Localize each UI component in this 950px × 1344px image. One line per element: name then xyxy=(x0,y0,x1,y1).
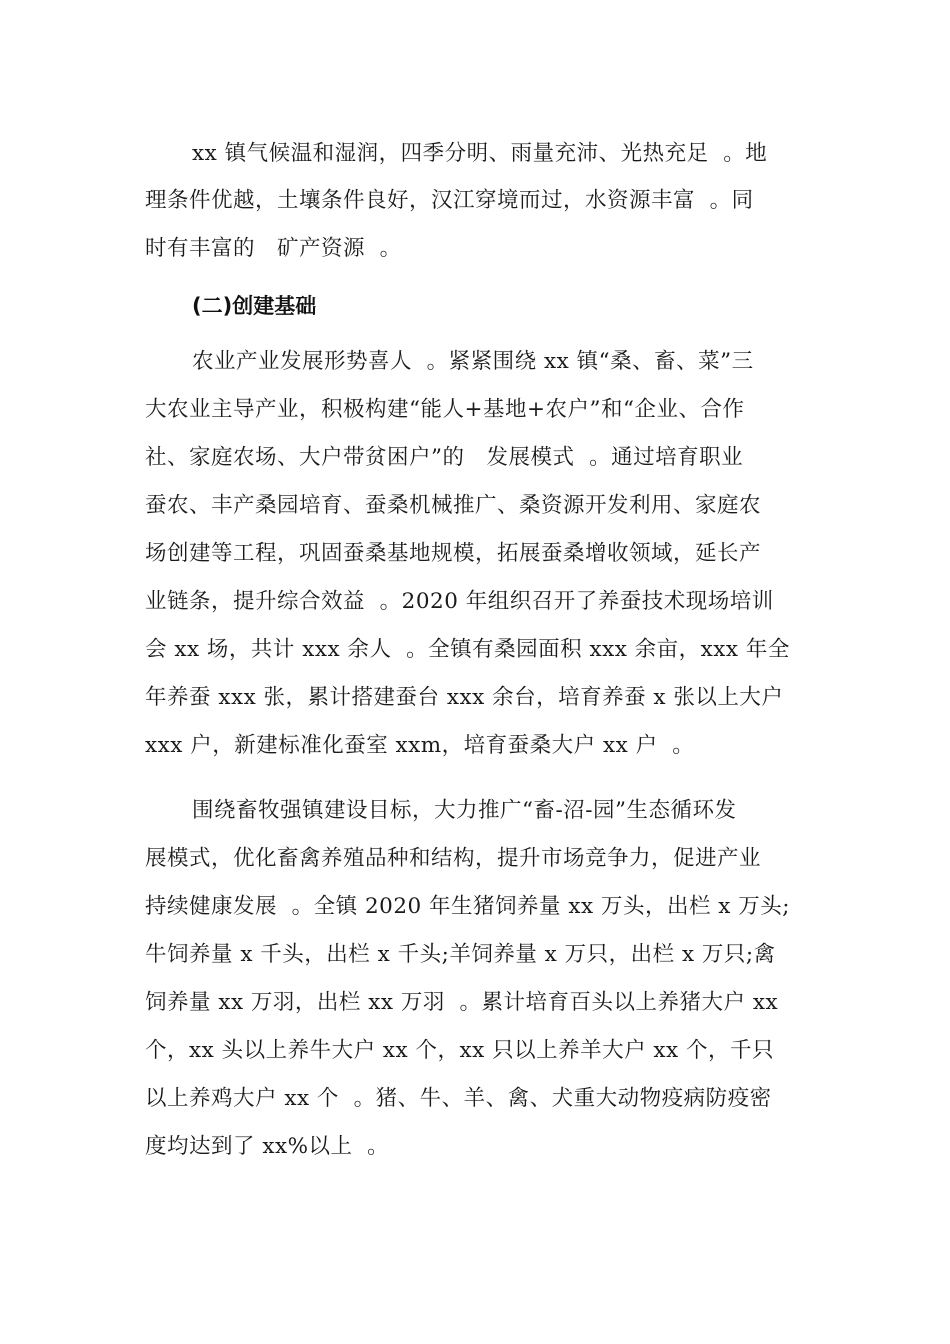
paragraph-2-line-4: 蚕农、丰产桑园培育、蚕桑机械推广、桑资源开发利用、家庭农 xyxy=(145,493,762,518)
paragraph-2-line-6: 业链条，提升综合效益 。2020 年组织召开了养蚕技术现场培训 xyxy=(145,589,774,614)
paragraph-1-line-2: 理条件优越，土壤条件良好，汉江穿境而过，水资源丰富 。同 xyxy=(145,188,754,213)
paragraph-3-line-6: 个，xx 头以上养牛大户 xx 个，xx 只以上养羊大户 xx 个，千只 xyxy=(145,1038,775,1063)
paragraph-3-line-1: 围绕畜牧强镇建设目标，大力推广“畜-沼-园”生态循环发 xyxy=(192,798,737,823)
paragraph-2-line-5: 场创建等工程，巩固蚕桑基地规模，拓展蚕桑增收领域，延长产 xyxy=(145,541,762,566)
paragraph-2-line-1: 农业产业发展形势喜人 。紧紧围绕 xx 镇“桑、畜、菜”三 xyxy=(192,349,754,374)
paragraph-3-line-3: 持续健康发展 。全镇 2020 年生猪饲养量 xx 万头，出栏 x 万头; xyxy=(145,894,791,919)
paragraph-2-line-8: 年养蚕 xxx 张，累计搭建蚕台 xxx 余台，培育养蚕 x 张以上大户 xyxy=(145,685,784,710)
paragraph-2-line-2: 大农业主导产业，积极构建“能人+基地+农户”和“企业、合作 xyxy=(145,397,745,422)
paragraph-1-line-1: xx 镇气候温和湿润，四季分明、雨量充沛、光热充足 。地 xyxy=(192,141,768,166)
paragraph-3-line-4: 牛饲养量 x 千头，出栏 x 千头;羊饲养量 x 万只，出栏 x 万只;禽 xyxy=(145,942,776,967)
paragraph-1-line-3: 时有丰富的 矿产资源 。 xyxy=(145,236,402,261)
paragraph-3-line-5: 饲养量 xx 万羽，出栏 xx 万羽 。累计培育百头以上养猪大户 xx xyxy=(145,990,779,1015)
section-heading: (二)创建基础 xyxy=(192,294,317,318)
paragraph-3-line-7: 以上养鸡大户 xx 个 。猪、牛、羊、禽、犬重大动物疫病防疫密 xyxy=(145,1086,772,1111)
paragraph-3-line-2: 展模式，优化畜禽养殖品种和结构，提升市场竞争力，促进产业 xyxy=(145,846,762,871)
paragraph-2-line-7: 会 xx 场，共计 xxx 余人 。全镇有桑园面积 xxx 余亩，xxx 年全 xyxy=(145,637,790,662)
paragraph-2-line-3: 社、家庭农场、大户带贫困户”的 发展模式 。通过培育职业 xyxy=(145,445,744,470)
paragraph-2-line-9: xxx 户，新建标准化蚕室 xxm，培育蚕桑大户 xx 户 。 xyxy=(145,733,695,758)
paragraph-3-line-8: 度均达到了 xx%以上 。 xyxy=(145,1134,390,1159)
